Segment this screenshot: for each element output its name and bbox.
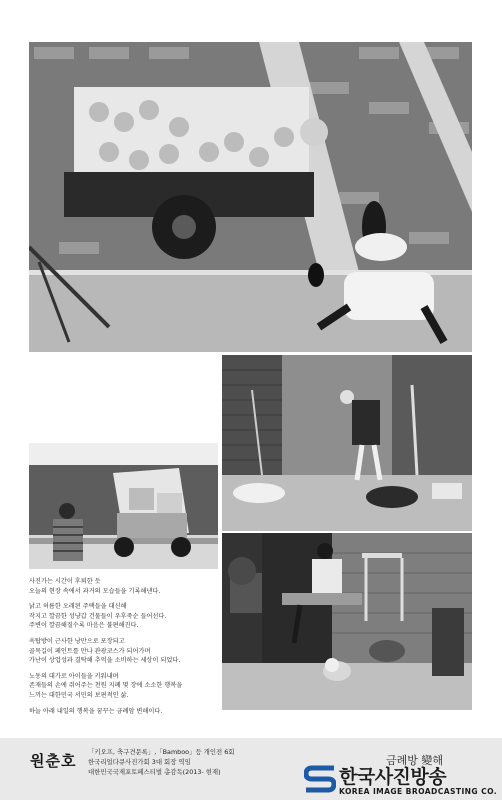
bio-line: 「키오프, 축구견문록」,「Bamboo」등 개인전 6회 xyxy=(88,748,235,756)
caption-text xyxy=(29,577,217,722)
logo-mark-icon xyxy=(304,765,336,793)
company-logo xyxy=(304,763,502,800)
author-bio xyxy=(88,747,234,777)
cardboard-cart-photo xyxy=(29,443,218,569)
bio-line: 한국리얼다큐사진가회 3대 회장 역임 xyxy=(88,758,191,766)
washing-wall-photo xyxy=(222,355,472,531)
logo-subtitle: KOREA IMAGE BROADCASTING CO. xyxy=(339,787,498,796)
fruit-cart-photo xyxy=(29,42,472,352)
caption-paragraph: 하늘 아래 내일의 행복을 꿈꾸는 금례암 변해이다. xyxy=(29,707,163,715)
caption-paragraph: 사진가는 시간이 후퇴한 듯 오늘의 현장 속에서 과거의 모습들을 기록해낸다. xyxy=(29,578,161,595)
author-name: 원춘호 xyxy=(30,752,77,770)
caption-paragraph: 낡고 허름한 오래된 주택들을 대신해 작지고 깔끔한 성냥갑 건물들이 우후죽순 들어선다. 주변이 깔끔해질수록 마음은 불편해진다. xyxy=(29,603,167,630)
caption-paragraph: 노동의 대가로 아이들을 키워내며 존재들의 손에 쥐어주는 천원 지폐 몇 장에 소소한 행복을 느끼는 대한민국 서민의 보편적인 삶. xyxy=(29,672,183,699)
footer-band xyxy=(0,738,502,800)
logo-text: 한국사진방송 xyxy=(339,766,447,788)
caption-paragraph: 옥탑방이 근사한 낭만으로 포장되고 골목길이 페인트를 만나 관광코스가 되어가며 가난이 상업성과 결탁해 추억을 소비하는 세상이 되었다. xyxy=(29,637,181,665)
handwritten-signature: 금례방 變해 xyxy=(386,754,444,767)
bio-line: 대한민국국제포토페스티벌 총감독(2013- 현재) xyxy=(88,768,221,776)
dogs-doorway-photo xyxy=(222,533,472,710)
